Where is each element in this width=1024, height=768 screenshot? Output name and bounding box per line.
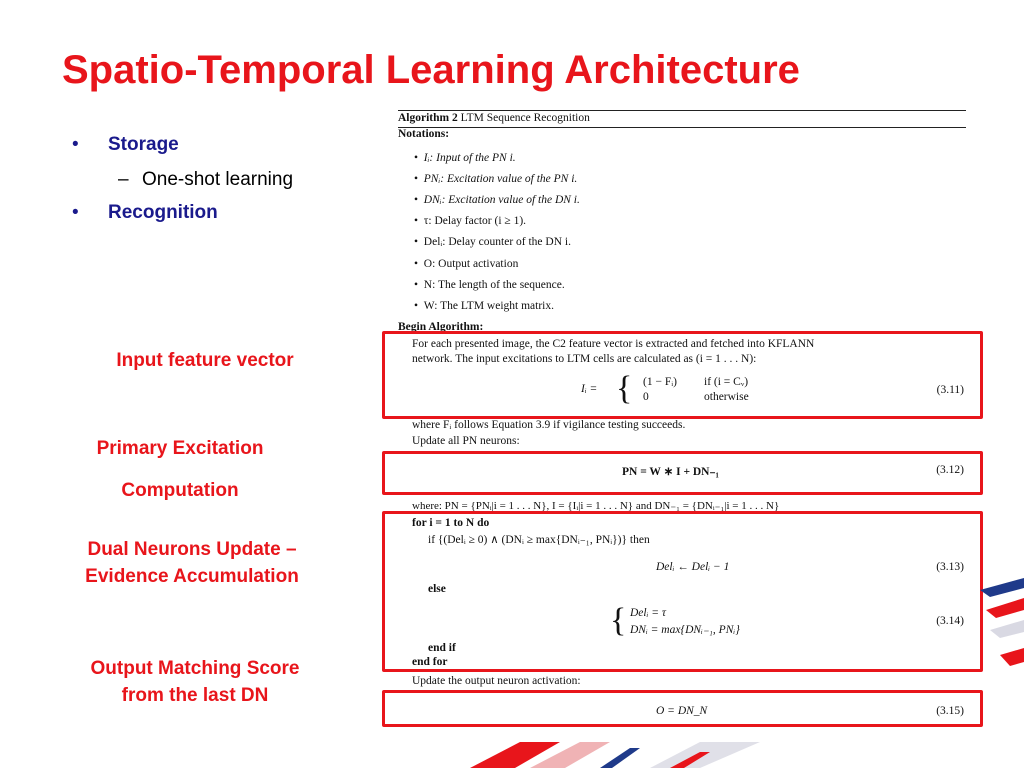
notation-item: • O: Output activation — [414, 258, 519, 270]
eq311-case1-expr: (1 − Fᵢ) — [643, 376, 677, 388]
if-line: if {(Delᵢ ≥ 0) ∧ (DNᵢ ≥ max{DNᵢ₋₁, PNᵢ})} then — [428, 534, 650, 546]
notation-item: • W: The LTM weight matrix. — [414, 300, 554, 312]
alg-header-number: Algorithm 2 — [398, 112, 458, 124]
update-pn: Update all PN neurons: — [412, 435, 520, 447]
eq314-line-a: Delᵢ = τ — [630, 607, 667, 619]
eq314-line-b: DNᵢ = max{DNᵢ₋₁, PNᵢ} — [630, 624, 740, 636]
subbullet-oneshot-label: One-shot learning — [142, 169, 294, 190]
swoosh-stripe — [1000, 648, 1024, 666]
label-dual-neurons-1: Dual Neurons Update – — [87, 539, 297, 560]
notation-item: • DNᵢ: Excitation value of the DN i. — [414, 194, 580, 206]
for-line: for i = 1 to N do — [412, 517, 490, 529]
swoosh-stripe — [986, 598, 1024, 618]
eq311-case2-expr: 0 — [643, 391, 649, 403]
notation-item: • Iᵢ: Input of the PN i. — [414, 152, 516, 164]
notation-item: • τ: Delay factor (i ≥ 1). — [414, 215, 527, 227]
eq313-number: (3.13) — [936, 561, 964, 573]
eq311-number: (3.11) — [936, 384, 964, 396]
alg-header-title: LTM Sequence Recognition — [460, 112, 590, 124]
endfor-line: end for — [412, 656, 448, 668]
eq311-brace: { — [616, 370, 633, 407]
eq313: Delᵢ ← Delᵢ − 1 — [656, 561, 730, 573]
notation-item: • Delᵢ: Delay counter of the DN i. — [414, 236, 571, 248]
label-output-matching-1: Output Matching Score — [90, 658, 300, 679]
where-fi: where Fᵢ follows Equation 3.9 if vigilance testing succeeds. — [412, 419, 686, 431]
para1-line2: network. The input excitations to LTM cells are calculated as (i = 1 . . . N): — [412, 353, 757, 365]
eq315: O = DN_N — [656, 705, 708, 717]
subbullet-dash: – — [118, 169, 129, 190]
notations-label: Notations: — [398, 128, 450, 140]
label-output-matching-2: from the last DN — [121, 685, 269, 706]
bullet-storage-label: Storage — [108, 134, 179, 155]
eq315-number: (3.15) — [936, 705, 964, 717]
notation-item: • PNᵢ: Excitation value of the PN i. — [414, 173, 578, 185]
slide-title: Spatio-Temporal Learning Architecture — [62, 48, 800, 92]
eq312: PN = W ∗ I + DN₋₁ — [622, 466, 720, 478]
label-input-feature: Input feature vector — [116, 350, 294, 371]
eq314-number: (3.14) — [936, 615, 964, 627]
bullet-recognition-label: Recognition — [108, 202, 218, 223]
bullet-dot: • — [72, 134, 79, 155]
eq311-case2-cond: otherwise — [704, 391, 749, 403]
swoosh-stripe — [990, 620, 1024, 638]
eq311-case1-cond: if (i = Cᵥ) — [704, 376, 749, 388]
notation-item: • N: The length of the sequence. — [414, 279, 565, 291]
else-line: else — [428, 583, 446, 595]
swoosh-stripe — [980, 578, 1024, 597]
update-output: Update the output neuron activation: — [412, 675, 581, 687]
bullet-dot: • — [72, 202, 79, 223]
eq314-brace: { — [610, 602, 627, 639]
where-pn: where: PN = {PNᵢ|i = 1 . . . N}, I = {Iᵢ|i = 1 . . . N} and DN₋₁ = {DNᵢ₋₁|i = 1 . . . N} — [412, 500, 780, 512]
endif-line: end if — [428, 642, 456, 654]
label-dual-neurons-2: Evidence Accumulation — [85, 566, 299, 587]
eq311-lhs: Iᵢ = — [581, 383, 598, 395]
para1-line1: For each presented image, the C2 feature vector is extracted and fetched into KFLANN — [412, 338, 815, 350]
begin-algorithm-label: Begin Algorithm: — [398, 321, 484, 333]
label-primary-excitation: Primary Excitation — [96, 438, 264, 459]
label-computation: Computation — [121, 480, 239, 501]
swoosh-stripe — [600, 748, 640, 768]
eq312-number: (3.12) — [936, 464, 964, 476]
